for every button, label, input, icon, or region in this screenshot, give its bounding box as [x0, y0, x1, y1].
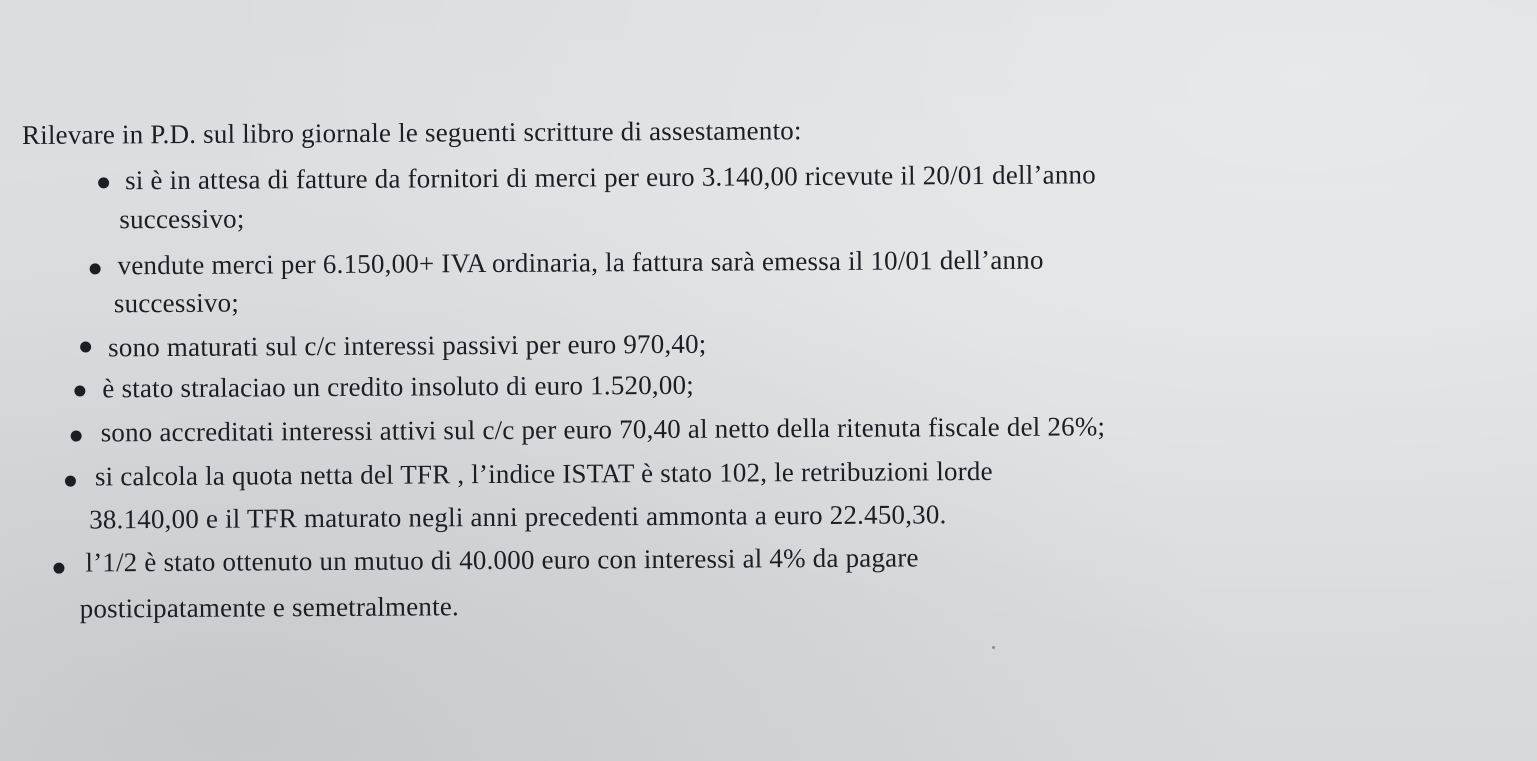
bullet-icon	[98, 177, 109, 188]
list-item-line: successivo;	[113, 287, 240, 319]
list-item-line: vendute merci per 6.150,00+ IVA ordinaria, la fattura sarà emessa il 10/01 dell’anno	[117, 244, 1044, 281]
bullet-icon	[53, 563, 64, 574]
bullet-icon	[80, 341, 91, 352]
list-item-line: si calcola la quota netta del TFR , l’indice ISTAT è stato 102, le retribuzioni lorde	[94, 455, 993, 492]
bullet-icon	[65, 476, 76, 487]
list-item-line: posticipatamente e semetralmente.	[79, 591, 460, 624]
bullet-icon	[71, 431, 82, 442]
instruction-text: Rilevare in P.D. sul libro giornale le seguenti scritture di assestamento:	[21, 115, 802, 150]
list-item-line: sono accreditati interessi attivi sul c/c per euro 70,40 al netto della ritenuta fiscale del 26%;	[100, 411, 1106, 448]
list-item-line: sono maturati sul c/c interessi passivi per euro 970,40;	[108, 328, 707, 363]
bullet-icon	[90, 263, 101, 274]
paper-speck	[992, 646, 995, 649]
list-item-line: si è in attesa di fatture da fornitori di merci per euro 3.140,00 ricevute il 20/01 dell’anno	[125, 159, 1096, 196]
list-item-line: è stato stralaciao un credito insoluto di euro 1.520,00;	[102, 369, 695, 404]
list-item-line: l’1/2 è stato ottenuto un mutuo di 40.000 euro con interessi al 4% da pagare	[85, 542, 919, 578]
list-item-line: 38.140,00 e il TFR maturato negli anni precedenti ammonta a euro 22.450,30.	[89, 499, 947, 535]
list-item-line: successivo;	[119, 203, 245, 235]
bullet-icon	[74, 385, 85, 396]
